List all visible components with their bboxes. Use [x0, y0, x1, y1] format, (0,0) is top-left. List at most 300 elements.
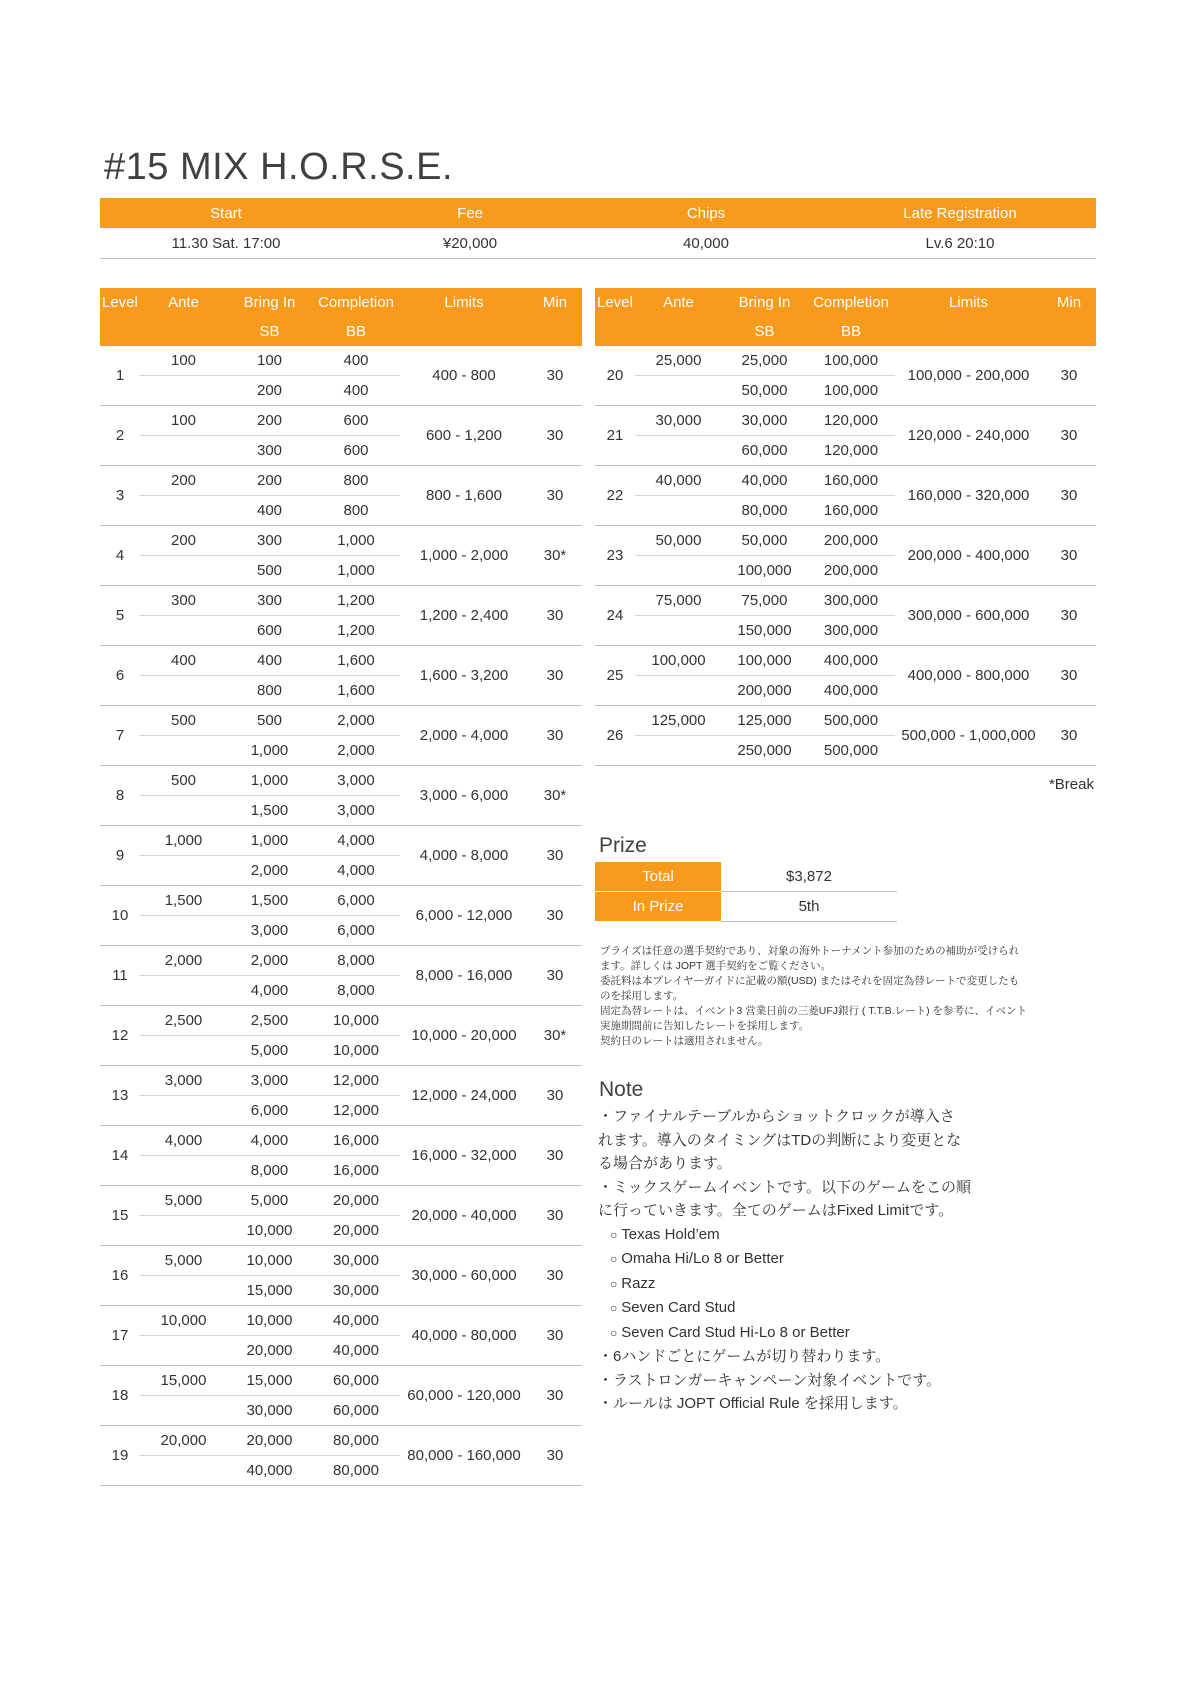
sb-value: 40,000: [227, 1456, 312, 1486]
limits-value: 20,000 - 40,000: [400, 1186, 528, 1246]
ante-value: 100: [140, 406, 227, 436]
blank-cell: [140, 736, 227, 766]
bb-value: 100,000: [807, 376, 895, 406]
note-heading: Note: [599, 1078, 644, 1101]
sb-value: 200: [227, 376, 312, 406]
header-blank: [140, 317, 227, 346]
limits-value: 300,000 - 600,000: [895, 586, 1042, 646]
completion-value: 800: [312, 466, 400, 496]
min-value: 30: [528, 1366, 582, 1426]
ante-value: 4,000: [140, 1126, 227, 1156]
bb-value: 600: [312, 436, 400, 466]
bb-value: 60,000: [312, 1396, 400, 1426]
prize-in-prize-label: In Prize: [595, 892, 721, 922]
subheader-row: [100, 317, 582, 346]
bb-value: 1,200: [312, 616, 400, 646]
bb-value: 200,000: [807, 556, 895, 586]
completion-value: 400: [312, 346, 400, 376]
blank-cell: [140, 916, 227, 946]
sb-value: 1,500: [227, 796, 312, 826]
header-blank: [635, 317, 722, 346]
level-row: [100, 766, 582, 796]
sb-value: 50,000: [722, 376, 807, 406]
bring-in-value: 15,000: [227, 1366, 312, 1396]
ante-value: 5,000: [140, 1186, 227, 1216]
level-row: [595, 586, 1096, 616]
bb-value: 1,600: [312, 676, 400, 706]
game-item: [598, 1223, 1018, 1248]
limits-value: 600 - 1,200: [400, 406, 528, 466]
bring-in-value: 30,000: [722, 406, 807, 436]
game-name: Razz: [621, 1274, 656, 1292]
break-note: *Break: [1048, 776, 1094, 793]
level-number: 7: [100, 706, 140, 766]
min-value: 30*: [528, 1006, 582, 1066]
game-name: Seven Card Stud: [621, 1299, 736, 1316]
limits-value: 200,000 - 400,000: [895, 526, 1042, 586]
ante-header: Ante: [635, 288, 722, 317]
bb-value: 120,000: [807, 436, 895, 466]
completion-value: 30,000: [312, 1246, 400, 1276]
level-number: 11: [100, 946, 140, 1006]
bb-value: 80,000: [312, 1456, 400, 1486]
min-value: 30: [528, 706, 582, 766]
level-row: [100, 586, 582, 616]
game-item: [598, 1247, 1018, 1272]
header-row: [595, 288, 1096, 317]
bring-in-value: 20,000: [227, 1426, 312, 1456]
ante-value: 20,000: [140, 1426, 227, 1456]
limits-value: 3,000 - 6,000: [400, 766, 528, 826]
blank-cell: [635, 376, 722, 406]
sb-value: 80,000: [722, 496, 807, 526]
bring-in-value: 200: [227, 466, 312, 496]
bb-value: 10,000: [312, 1036, 400, 1066]
min-header: Min: [528, 288, 582, 317]
sb-value: 5,000: [227, 1036, 312, 1066]
ante-value: 25,000: [635, 346, 722, 376]
ante-value: 5,000: [140, 1246, 227, 1276]
level-number: 6: [100, 646, 140, 706]
level-number: 8: [100, 766, 140, 826]
header-blank: [895, 317, 1042, 346]
completion-value: 1,200: [312, 586, 400, 616]
prize-note-line: ます。詳しくは JOPT 選手契約をご覧ください。: [600, 960, 832, 972]
sb-value: 60,000: [722, 436, 807, 466]
level-row: [100, 526, 582, 556]
ante-value: 30,000: [635, 406, 722, 436]
limits-value: 400 - 800: [400, 346, 528, 406]
ante-value: 2,000: [140, 946, 227, 976]
level-header: Level: [595, 288, 635, 317]
level-number: 12: [100, 1006, 140, 1066]
prize-total-label: Total: [595, 862, 721, 892]
bb-value: 800: [312, 496, 400, 526]
blank-cell: [140, 616, 227, 646]
blank-cell: [635, 616, 722, 646]
ante-value: 2,500: [140, 1006, 227, 1036]
level-row: [100, 1366, 582, 1396]
min-value: 30*: [528, 526, 582, 586]
sb-value: 300: [227, 436, 312, 466]
min-value: 30: [1042, 406, 1096, 466]
prize-in-prize-value: 5th: [721, 892, 897, 922]
bb-value: 8,000: [312, 976, 400, 1006]
header-blank: [528, 317, 582, 346]
blank-cell: [140, 1456, 227, 1486]
blank-cell: [140, 796, 227, 826]
prize-note-line: 実施期間前に告知したレートを採用します。: [600, 1020, 810, 1032]
bring-in-header: Bring In: [722, 288, 807, 317]
bring-in-value: 25,000: [722, 346, 807, 376]
min-value: 30: [528, 1186, 582, 1246]
min-value: 30: [1042, 646, 1096, 706]
circle-bullet-icon: ○: [610, 1252, 618, 1266]
sb-value: 10,000: [227, 1216, 312, 1246]
note-line: ・ミックスゲームイベントです。以下のゲームをこの順: [598, 1178, 972, 1196]
blank-cell: [140, 976, 227, 1006]
level-row: [100, 406, 582, 436]
min-value: 30: [1042, 526, 1096, 586]
bring-in-value: 50,000: [722, 526, 807, 556]
prize-row: [595, 862, 897, 892]
completion-value: 40,000: [312, 1306, 400, 1336]
completion-value: 16,000: [312, 1126, 400, 1156]
note-body: [598, 1105, 1018, 1416]
level-row: [595, 646, 1096, 676]
bring-in-value: 10,000: [227, 1246, 312, 1276]
level-row: [595, 706, 1096, 736]
completion-value: 8,000: [312, 946, 400, 976]
prize-note-line: のを採用します。: [600, 990, 684, 1002]
bb-value: 4,000: [312, 856, 400, 886]
prize-table: [595, 862, 897, 922]
limits-value: 1,000 - 2,000: [400, 526, 528, 586]
limits-value: 120,000 - 240,000: [895, 406, 1042, 466]
level-number: 21: [595, 406, 635, 466]
level-number: 18: [100, 1366, 140, 1426]
sb-value: 600: [227, 616, 312, 646]
limits-value: 10,000 - 20,000: [400, 1006, 528, 1066]
limits-value: 30,000 - 60,000: [400, 1246, 528, 1306]
ante-value: 500: [140, 766, 227, 796]
level-row: [100, 1426, 582, 1456]
bring-in-value: 500: [227, 706, 312, 736]
limits-value: 16,000 - 32,000: [400, 1126, 528, 1186]
blank-cell: [635, 436, 722, 466]
sb-value: 500: [227, 556, 312, 586]
bring-in-value: 400: [227, 646, 312, 676]
bring-in-value: 100: [227, 346, 312, 376]
limits-value: 160,000 - 320,000: [895, 466, 1042, 526]
bring-in-value: 2,000: [227, 946, 312, 976]
level-number: 16: [100, 1246, 140, 1306]
completion-value: 200,000: [807, 526, 895, 556]
header-blank: [1042, 317, 1096, 346]
game-name: Texas Hold’em: [621, 1225, 720, 1243]
note-line: れます。導入のタイミングはTDの判断により変更とな: [598, 1131, 962, 1149]
start-value: 11.30 Sat. 17:00: [171, 234, 281, 252]
bring-in-value: 200: [227, 406, 312, 436]
ante-value: 15,000: [140, 1366, 227, 1396]
ante-value: 50,000: [635, 526, 722, 556]
blank-cell: [140, 1096, 227, 1126]
min-value: 30: [528, 1306, 582, 1366]
completion-value: 2,000: [312, 706, 400, 736]
level-number: 20: [595, 346, 635, 406]
limits-value: 8,000 - 16,000: [400, 946, 528, 1006]
bb-value: 3,000: [312, 796, 400, 826]
bring-in-value: 40,000: [722, 466, 807, 496]
sb-value: 250,000: [722, 736, 807, 766]
circle-bullet-icon: ○: [610, 1227, 618, 1242]
ante-value: 125,000: [635, 706, 722, 736]
min-value: 30: [528, 946, 582, 1006]
completion-header: Completion: [807, 288, 895, 317]
bring-in-value: 5,000: [227, 1186, 312, 1216]
limits-value: 2,000 - 4,000: [400, 706, 528, 766]
prize-total-value: $3,872: [721, 862, 897, 892]
level-row: [595, 526, 1096, 556]
chips-value: 40,000: [683, 234, 729, 252]
bb-value: 2,000: [312, 736, 400, 766]
min-value: 30: [528, 406, 582, 466]
limits-value: 800 - 1,600: [400, 466, 528, 526]
level-number: 3: [100, 466, 140, 526]
ante-value: 1,500: [140, 886, 227, 916]
ante-value: 40,000: [635, 466, 722, 496]
circle-bullet-icon: ○: [610, 1276, 618, 1291]
level-row: [100, 706, 582, 736]
limits-value: 100,000 - 200,000: [895, 346, 1042, 406]
blank-cell: [140, 376, 227, 406]
note-line: ・6ハンドごとにゲームが切り替わります。: [598, 1348, 891, 1365]
completion-value: 120,000: [807, 406, 895, 436]
blank-cell: [140, 676, 227, 706]
level-row: [100, 886, 582, 916]
bb-value: 300,000: [807, 616, 895, 646]
blank-cell: [140, 556, 227, 586]
prize-note-line: 固定為替レートは、イベント3 営業日前の三菱UFJ銀行 ( T.T.B.レート) を参考に、イベント: [600, 1005, 1028, 1017]
level-row: [100, 466, 582, 496]
completion-value: 300,000: [807, 586, 895, 616]
min-value: 30: [1042, 706, 1096, 766]
blank-cell: [140, 1276, 227, 1306]
level-row: [100, 1306, 582, 1336]
level-header: Level: [100, 288, 140, 317]
header-blank: [100, 317, 140, 346]
completion-value: 600: [312, 406, 400, 436]
ante-value: 10,000: [140, 1306, 227, 1336]
bring-in-value: 100,000: [722, 646, 807, 676]
note-line: ・ルールは JOPT Official Rule を採用します。: [598, 1395, 908, 1412]
sb-value: 30,000: [227, 1396, 312, 1426]
bring-in-value: 125,000: [722, 706, 807, 736]
completion-header: Completion: [312, 288, 400, 317]
level-number: 10: [100, 886, 140, 946]
limits-value: 400,000 - 800,000: [895, 646, 1042, 706]
limits-header: Limits: [895, 288, 1042, 317]
limits-value: 12,000 - 24,000: [400, 1066, 528, 1126]
completion-value: 100,000: [807, 346, 895, 376]
blind-structure-table-left: [100, 288, 582, 1486]
bb-value: 6,000: [312, 916, 400, 946]
level-number: 13: [100, 1066, 140, 1126]
completion-value: 12,000: [312, 1066, 400, 1096]
start-header: Start: [210, 204, 242, 222]
sb-subheader: SB: [722, 317, 807, 346]
game-item: [598, 1321, 1018, 1346]
min-value: 30: [1042, 346, 1096, 406]
prize-notes: [600, 944, 1060, 1049]
limits-value: 40,000 - 80,000: [400, 1306, 528, 1366]
blank-cell: [140, 1396, 227, 1426]
sb-subheader: SB: [227, 317, 312, 346]
level-row: [100, 346, 582, 376]
min-value: 30: [528, 886, 582, 946]
level-number: 19: [100, 1426, 140, 1486]
level-number: 17: [100, 1306, 140, 1366]
sb-value: 6,000: [227, 1096, 312, 1126]
bring-in-value: 4,000: [227, 1126, 312, 1156]
limits-value: 1,600 - 3,200: [400, 646, 528, 706]
sb-value: 400: [227, 496, 312, 526]
note-line: ・ファイナルテーブルからショットクロックが導入さ: [598, 1108, 955, 1125]
completion-value: 500,000: [807, 706, 895, 736]
bb-subheader: BB: [312, 317, 400, 346]
bring-in-value: 1,000: [227, 826, 312, 856]
bb-subheader: BB: [807, 317, 895, 346]
circle-bullet-icon: ○: [610, 1301, 618, 1315]
event-info-values: [100, 228, 1096, 259]
min-header: Min: [1042, 288, 1096, 317]
blank-cell: [635, 676, 722, 706]
ante-value: 100,000: [635, 646, 722, 676]
completion-value: 10,000: [312, 1006, 400, 1036]
level-number: 9: [100, 826, 140, 886]
level-row: [100, 1126, 582, 1156]
level-number: 23: [595, 526, 635, 586]
level-row: [100, 646, 582, 676]
level-number: 26: [595, 706, 635, 766]
level-row: [100, 1246, 582, 1276]
level-row: [595, 466, 1096, 496]
min-value: 30: [528, 1066, 582, 1126]
late-registration-header: Late Registration: [903, 204, 1017, 222]
min-value: 30: [1042, 466, 1096, 526]
circle-bullet-icon: ○: [610, 1325, 618, 1340]
header-row: [100, 288, 582, 317]
bring-in-value: 10,000: [227, 1306, 312, 1336]
completion-value: 6,000: [312, 886, 400, 916]
ante-header: Ante: [140, 288, 227, 317]
completion-value: 4,000: [312, 826, 400, 856]
level-number: 15: [100, 1186, 140, 1246]
sb-value: 20,000: [227, 1336, 312, 1366]
blind-structure-table-right: [595, 288, 1096, 766]
ante-value: 400: [140, 646, 227, 676]
limits-value: 60,000 - 120,000: [400, 1366, 528, 1426]
sb-value: 100,000: [722, 556, 807, 586]
note-line: ・ラストロンガーキャンペーン対象イベントです。: [598, 1371, 942, 1389]
level-row: [100, 1186, 582, 1216]
bb-value: 12,000: [312, 1096, 400, 1126]
sb-value: 200,000: [722, 676, 807, 706]
min-value: 30: [528, 586, 582, 646]
limits-value: 500,000 - 1,000,000: [895, 706, 1042, 766]
game-name: Omaha Hi/Lo 8 or Better: [621, 1250, 784, 1267]
min-value: 30: [528, 1426, 582, 1486]
limits-value: 80,000 - 160,000: [400, 1426, 528, 1486]
game-name: Seven Card Stud Hi-Lo 8 or Better: [621, 1323, 850, 1341]
completion-value: 60,000: [312, 1366, 400, 1396]
min-value: 30: [528, 1246, 582, 1306]
ante-value: 3,000: [140, 1066, 227, 1096]
sb-value: 15,000: [227, 1276, 312, 1306]
ante-value: 200: [140, 466, 227, 496]
chips-header: Chips: [686, 204, 726, 222]
completion-value: 1,000: [312, 526, 400, 556]
level-number: 14: [100, 1126, 140, 1186]
blank-cell: [140, 856, 227, 886]
blank-cell: [140, 436, 227, 466]
limits-value: 6,000 - 12,000: [400, 886, 528, 946]
header-blank: [400, 317, 528, 346]
min-value: 30*: [528, 766, 582, 826]
sb-value: 800: [227, 676, 312, 706]
sb-value: 150,000: [722, 616, 807, 646]
level-number: 25: [595, 646, 635, 706]
fee-value: ¥20,000: [442, 234, 498, 252]
bb-value: 160,000: [807, 496, 895, 526]
completion-value: 20,000: [312, 1186, 400, 1216]
game-item: [598, 1272, 1018, 1297]
page-title: #15 MIX H.O.R.S.E.: [104, 146, 453, 188]
level-number: 22: [595, 466, 635, 526]
sb-value: 2,000: [227, 856, 312, 886]
ante-value: 300: [140, 586, 227, 616]
prize-note-line: プライズは任意の選手契約であり、対象の海外トーナメント参加のための補助が受けられ: [600, 945, 1020, 957]
ante-value: 100: [140, 346, 227, 376]
completion-value: 3,000: [312, 766, 400, 796]
bring-in-value: 3,000: [227, 1066, 312, 1096]
sb-value: 1,000: [227, 736, 312, 766]
min-value: 30: [1042, 586, 1096, 646]
level-number: 4: [100, 526, 140, 586]
completion-value: 1,600: [312, 646, 400, 676]
completion-value: 80,000: [312, 1426, 400, 1456]
limits-value: 4,000 - 8,000: [400, 826, 528, 886]
late-registration-value: Lv.6 20:10: [925, 234, 995, 252]
ante-value: 500: [140, 706, 227, 736]
sb-value: 8,000: [227, 1156, 312, 1186]
level-row: [100, 1006, 582, 1036]
blank-cell: [635, 736, 722, 766]
limits-header: Limits: [400, 288, 528, 317]
ante-value: 1,000: [140, 826, 227, 856]
blank-cell: [635, 556, 722, 586]
bb-value: 40,000: [312, 1336, 400, 1366]
bb-value: 20,000: [312, 1216, 400, 1246]
min-value: 30: [528, 466, 582, 526]
blank-cell: [140, 1216, 227, 1246]
level-number: 2: [100, 406, 140, 466]
note-line: に行っていきます。全てのゲームはFixed Limitです。: [598, 1202, 954, 1219]
note-line: る場合があります。: [598, 1155, 732, 1172]
bring-in-value: 2,500: [227, 1006, 312, 1036]
blank-cell: [635, 496, 722, 526]
bb-value: 500,000: [807, 736, 895, 766]
